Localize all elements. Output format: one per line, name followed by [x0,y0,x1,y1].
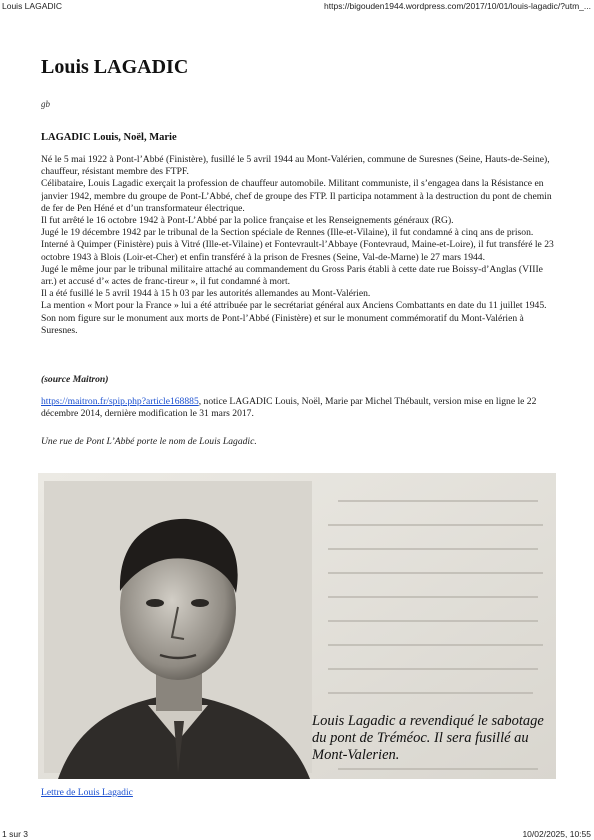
article-subtitle: LAGADIC Louis, Noël, Marie [41,132,177,143]
print-datetime: 10/02/2025, 10:55 [522,829,591,839]
bio-paragraph: Jugé le même jour par le tribunal militaire attaché au commandement du Gross Paris établi à cette date rue Boissy-d’Anglas (VIIIe arr.) et accusé d’« actes de franc-tireur », il fut condamné à mort. [41,263,543,288]
article-title: Louis LAGADIC [41,56,189,78]
biography [41,154,555,369]
maitron-notice [41,396,555,420]
page-count: 1 sur 3 [2,829,28,839]
bio-paragraph: Interné à Quimper (Finistère) puis à Vitré (Ille-et-Vilaine) et Fontevrault-l’Abbaye (Fontevraud, Maine-et-Loire), il fut transféré le 23 octobre 1943 à Blois (Loir-et-Cher) et enfin transféré à la prison de Fresnes (Seine, Val-de-Marne) le 27 mars 1944. [41,239,554,263]
notice-text: , notice LAGADIC Louis, Noël, Marie par Michel Thébault, version mise en ligne le 22 décembre 2014, dernière modification le 31 mars 2017. [41,396,537,420]
street-note: Une rue de Pont L’Abbé porte le nom de Louis Lagadic. [41,436,257,447]
bio-paragraph: Célibataire, Louis Lagadic exerçait la profession de chauffeur automobile. Militant communiste, il s’engagea dans la Résistance en janvier 1942, membre du groupe de Pont-L’Abbé, chef de groupe des FTP. Il participa notamment à la destruction du pont de chemin de fer de Pen Héné et d’un transformateur électrique. [41,178,552,214]
bio-paragraph: Jugé le 19 décembre 1942 par le tribunal de la Section spéciale de Rennes (Ille-et-Vilaine), il fut condamné à cinq ans de prison. [41,227,534,239]
bio-paragraph: La mention « Mort pour la France » lui a été attribuée par le secrétariat général aux Anciens Combattants en date du 11 juillet 1945. Son nom figure sur le monument aux morts de Pont-l’Abbé (Finistère) et sur le monument commémoratif du Mont-Valérien à Suresnes. [41,300,547,336]
print-page-title: Louis LAGADIC [2,1,62,11]
print-url: https://bigouden1944.wordpress.com/2017/10/01/louis-lagadic/?utm_... [324,1,591,11]
maitron-link[interactable]: https://maitron.fr/spip.php?article168885 [41,396,199,407]
letter-link[interactable]: Lettre de Louis Lagadic [41,787,133,798]
bio-paragraph: Né le 5 mai 1922 à Pont-l’Abbé (Finistère), fusillé le 5 avril 1944 au Mont-Valérien, commune de Suresnes (Seine, Hauts-de-Seine), chauffeur, résistant membre des FTPF. [41,154,550,178]
portrait-photo [38,473,556,779]
photo-caption: Louis Lagadic a revendiqué le sabotage du pont de Tréméoc. Il sera fusillé au Mont-Valerien. [312,713,544,763]
source-note: (source Maitron) [41,374,109,385]
bio-paragraph: Il a été fusillé le 5 avril 1944 à 15 h 03 par les autorités allemandes au Mont-Valérien. [41,288,371,300]
print-header [0,0,594,12]
article-author: gb [41,99,50,109]
bio-paragraph: Il fut arrêté le 16 octobre 1942 à Pont-L’Abbé par la police française et les Renseignements généraux (RG). [41,215,454,227]
print-footer [0,828,594,840]
